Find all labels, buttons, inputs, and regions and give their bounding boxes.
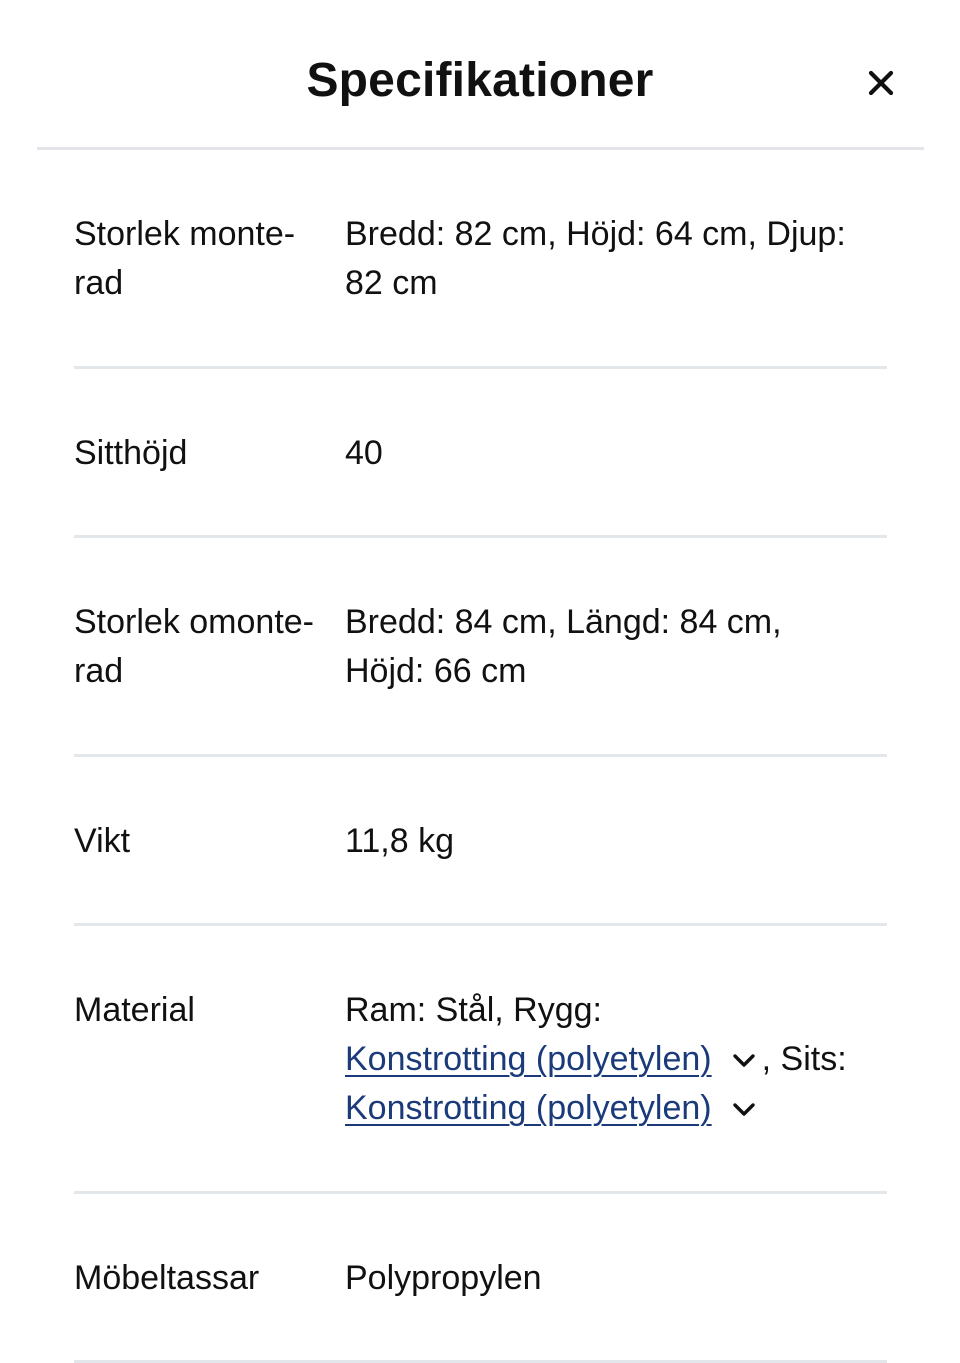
material-rygg-line bbox=[345, 1035, 887, 1084]
spec-value-line: Bredd: 82 cm, Höjd: 64 cm, Djup: bbox=[345, 215, 846, 253]
spec-value-line: Bredd: 84 cm, Längd: 84 cm, bbox=[345, 603, 782, 641]
spec-label-line: rad bbox=[74, 652, 124, 690]
spec-row-assembled-size bbox=[74, 150, 887, 369]
spec-label-line: rad bbox=[74, 264, 124, 302]
material-sits-link[interactable]: Konstrotting (polyetylen) bbox=[345, 1089, 712, 1127]
material-rygg-link[interactable]: Konstrotting (polyetylen) bbox=[345, 1040, 712, 1078]
spec-row-material bbox=[74, 926, 887, 1194]
chevron-down-icon[interactable] bbox=[730, 1100, 758, 1120]
spec-label-line: Storlek omonte- bbox=[74, 603, 314, 641]
spec-row-weight bbox=[74, 757, 887, 926]
dialog-header bbox=[0, 0, 960, 150]
spec-value: 40 bbox=[345, 434, 383, 472]
spec-value: 11,8 kg bbox=[345, 822, 455, 860]
spec-value-line: Höjd: 66 cm bbox=[345, 652, 527, 690]
spec-value: Polypropylen bbox=[345, 1259, 542, 1297]
spec-label bbox=[74, 598, 338, 696]
material-sits-line bbox=[345, 1084, 887, 1133]
spec-row-seat-height bbox=[74, 369, 887, 538]
close-button[interactable] bbox=[858, 60, 904, 106]
chevron-down-icon[interactable] bbox=[730, 1051, 758, 1071]
spec-value bbox=[345, 210, 887, 308]
spec-label: Material bbox=[74, 991, 195, 1029]
spec-label: Sitthöjd bbox=[74, 434, 188, 472]
spec-label-line: Storlek monte- bbox=[74, 215, 296, 253]
spec-row-unassembled-size bbox=[74, 538, 887, 757]
spec-label: Möbeltassar bbox=[74, 1259, 260, 1297]
page-title: Specifikationer bbox=[306, 54, 654, 107]
spec-row-furniture-feet bbox=[74, 1194, 887, 1363]
spec-label bbox=[74, 210, 338, 308]
material-frame-text: Ram: Stål, Rygg: bbox=[345, 991, 602, 1029]
spec-value bbox=[345, 598, 887, 696]
close-icon bbox=[867, 69, 895, 97]
material-sits-text: , Sits: bbox=[761, 1040, 847, 1078]
spec-label: Vikt bbox=[74, 822, 131, 860]
spec-list bbox=[74, 150, 887, 1363]
spec-value-line: 82 cm bbox=[345, 264, 438, 302]
spec-value bbox=[345, 986, 887, 1133]
